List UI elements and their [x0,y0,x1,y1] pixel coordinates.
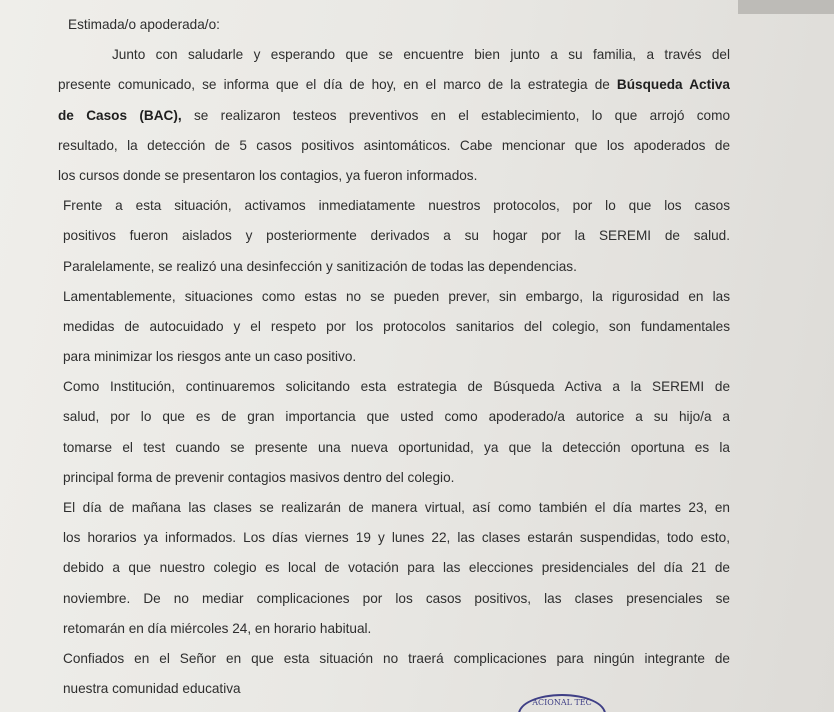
paragraph-3-line-1: Lamentablemente, situaciones como estas no se pueden prever, sin embargo, la rigurosidad en las [63,288,730,304]
paragraph-3-line-2: medidas de autocuidado y el respeto por los protocolos sanitarios del colegio, son fundamentales [63,318,730,334]
seal-text: ACIONAL TEC [532,698,592,707]
paragraph-6-line-1: Confiados en el Señor en que esta situación no traerá complicaciones para ningún integrante de [63,650,730,666]
text-run: presente comunicado, se informa que el día de hoy, en el marco de la estrategia de [58,77,617,93]
paragraph-4-line-2: salud, por lo que es de gran importancia que usted como apoderado/a autorice a su hijo/a a [63,409,730,425]
paragraph-2-line-1: Frente a esta situación, activamos inmediatamente nuestros protocolos, por lo que los casos [63,198,730,214]
paragraph-5-line-4: noviembre. De no mediar complicaciones por los casos positivos, las clases presenciales se [63,590,730,606]
paragraph-6-line-2: nuestra comunidad educativa [63,681,241,697]
bold-term: de Casos (BAC), [58,107,182,123]
paragraph-5-line-3: debido a que nuestro colegio es local de votación para las elecciones presidenciales del día 21 de [63,560,730,576]
letter-body [58,10,730,704]
paragraph-1-line-5: los cursos donde se presentaron los contagios, ya fueron informados. [58,167,478,183]
paragraph-2-line-3: Paralelamente, se realizó una desinfección y sanitización de todas las dependencias. [63,258,577,274]
text-run: se realizaron testeos preventivos en el establecimiento, lo que arrojó como [181,107,730,123]
paragraph-4-line-1: Como Institución, continuaremos solicitando esta estrategia de Búsqueda Activa a la SEREMI de [63,379,730,395]
paragraph-1-line-2 [58,70,730,100]
greeting: Estimada/o apoderada/o: [68,17,220,32]
bold-term: Búsqueda Activa [616,77,730,93]
paragraph-1-line-1: Junto con saludarle y esperando que se encuentre bien junto a su familia, a través del [112,47,730,63]
paragraph-3-line-3: para minimizar los riesgos ante un caso positivo. [63,349,357,365]
background-edge [738,0,834,14]
paragraph-4-line-4: principal forma de prevenir contagios masivos dentro del colegio. [63,469,455,485]
paragraph-1-line-3 [58,101,730,131]
paragraph-2-line-2: positivos fueron aislados y posteriormente derivados a su hogar por la SEREMI de salud. [63,228,730,244]
paragraph-5-line-5: retomarán en día miércoles 24, en horario habitual. [63,620,372,636]
paragraph-5-line-2: los horarios ya informados. Los días viernes 19 y lunes 22, las clases estarán suspendidas, todo esto, [63,530,730,546]
paragraph-4-line-3: tomarse el test cuando se presente una nueva oportunidad, ya que la detección oportuna es la [63,439,730,455]
paragraph-5-line-1: El día de mañana las clases se realizarán de manera virtual, así como también el día martes 23, en [63,500,730,515]
paragraph-1-line-4: resultado, la detección de 5 casos positivos asintomáticos. Cabe mencionar que los apoderados de [58,137,730,153]
